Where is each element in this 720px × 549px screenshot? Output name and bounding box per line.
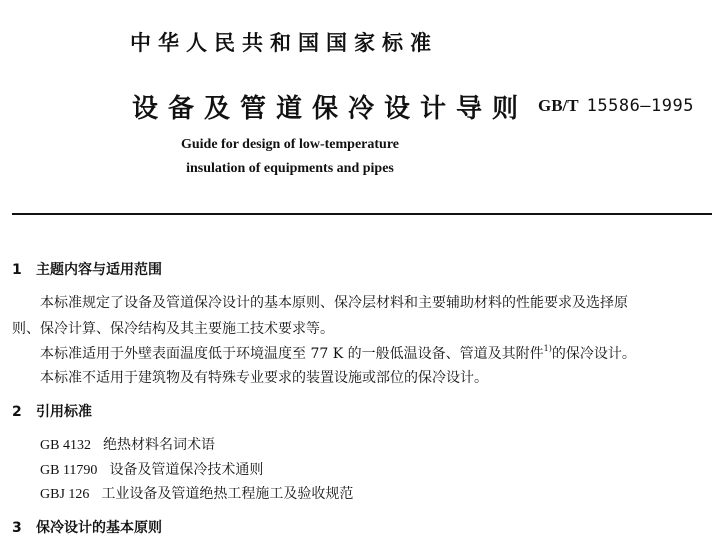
standard-number: 15586—1995 xyxy=(586,96,694,116)
reference-name: 绝热材料名词术语 xyxy=(102,437,215,453)
section-1-paragraph-2 xyxy=(40,343,636,363)
section-1-heading xyxy=(12,259,162,279)
reference-item xyxy=(40,459,263,479)
section-1-title: 主题内容与适用范围 xyxy=(36,262,162,278)
footnote-marker: 1) xyxy=(543,344,552,353)
section-3-heading xyxy=(12,517,162,537)
standard-prefix: GB/T xyxy=(538,96,579,115)
section-2-number: 2 xyxy=(12,404,22,420)
reference-code: GB 4132 xyxy=(40,438,91,453)
section-1-paragraph-2-tail: 的保冷设计。 xyxy=(551,346,636,362)
reference-name: 设备及管道保冷技术通则 xyxy=(109,462,264,478)
reference-code: GB 11790 xyxy=(40,463,98,478)
document-title-en-line2: insulation of equipments and pipes xyxy=(186,161,394,176)
standard-code xyxy=(538,96,694,116)
reference-name: 工业设备及管道绝热工程施工及验收规范 xyxy=(101,486,354,502)
reference-code: GBJ 126 xyxy=(40,487,90,502)
section-2-title: 引用标准 xyxy=(36,404,92,420)
section-3-title: 保冷设计的基本原则 xyxy=(36,520,162,536)
section-3-number: 3 xyxy=(12,520,22,536)
document-title-cn: 设备及管道保冷设计导则 xyxy=(132,94,529,124)
section-2-heading xyxy=(12,401,92,421)
document-title-en-line1: Guide for design of low-temperature xyxy=(180,137,399,152)
section-1-paragraph-1-line-1: 本标准规定了设备及管道保冷设计的基本原则、保冷层材料和主要辅助材料的性能要求及选择原 xyxy=(40,295,628,311)
section-1-number: 1 xyxy=(12,262,22,278)
reference-item xyxy=(40,483,353,503)
section-1-paragraph-3: 本标准不适用于建筑物及有特殊专业要求的装置设施或部位的保冷设计。 xyxy=(40,370,488,386)
reference-item xyxy=(40,434,215,454)
section-1-paragraph-2-text: 本标准适用于外壁表面温度低于环境温度至 77 K 的一般低温设备、管道及其附件 xyxy=(40,346,544,362)
national-standard-label: 中华人民共和国国家标准 xyxy=(130,31,438,55)
section-1-paragraph-1-line-2: 则、保冷计算、保冷结构及其主要施工技术要求等。 xyxy=(12,321,334,337)
header-divider xyxy=(12,213,712,215)
